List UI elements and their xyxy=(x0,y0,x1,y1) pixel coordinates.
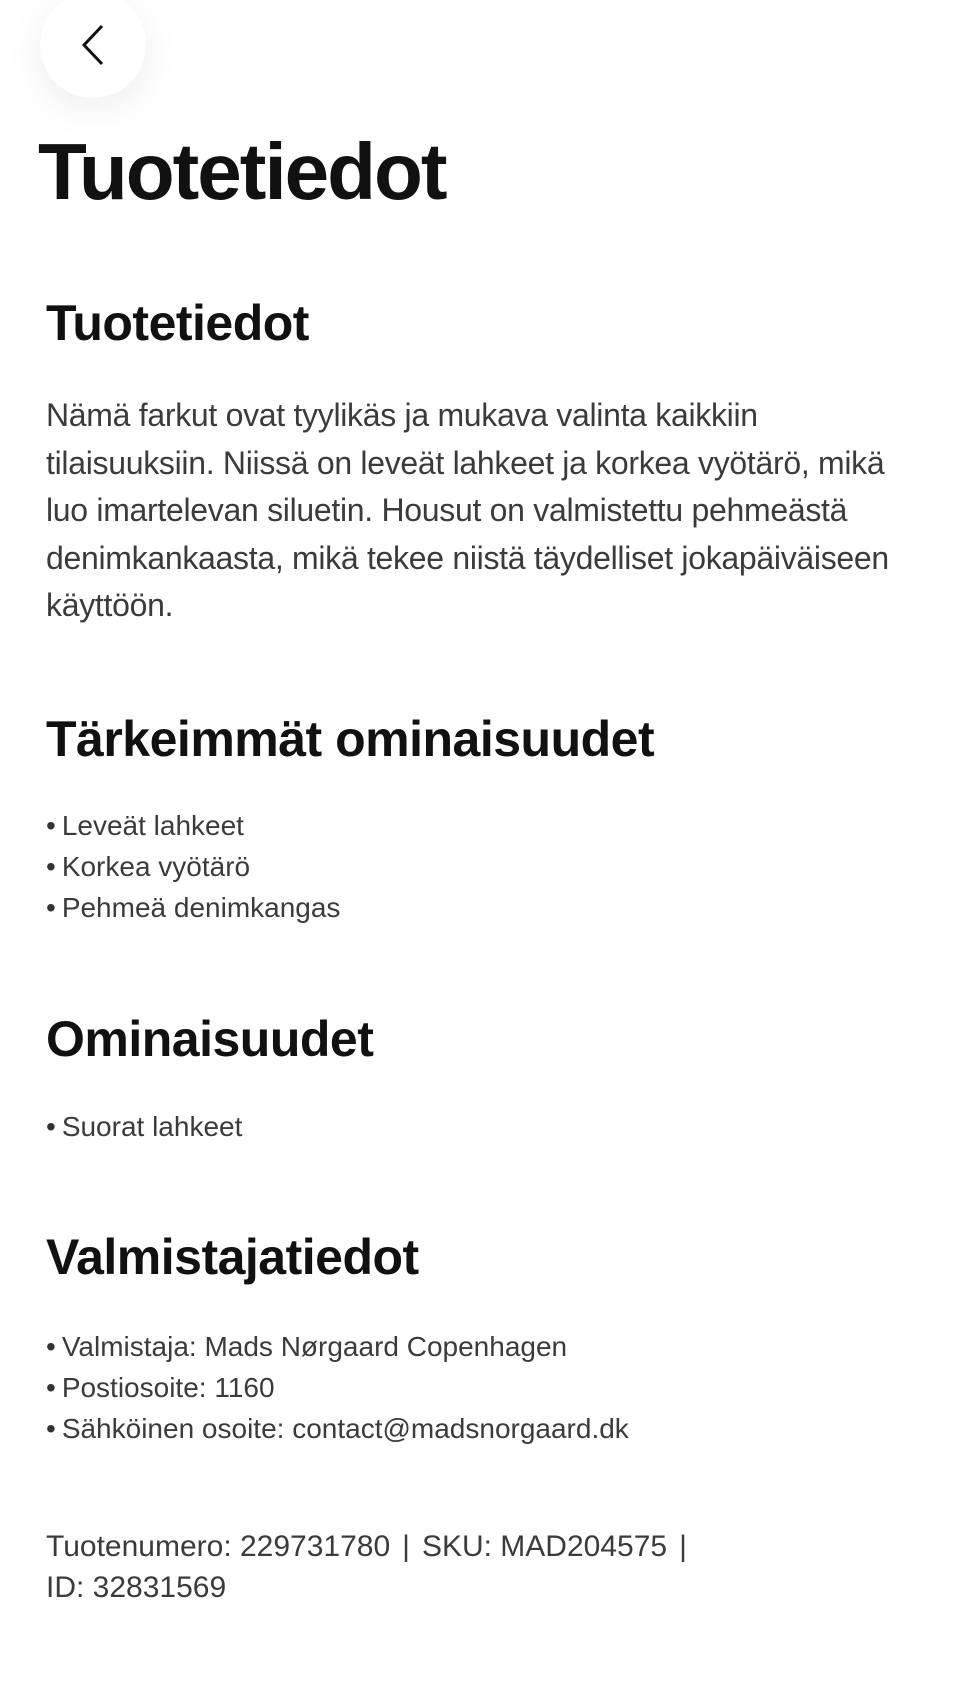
section-heading-key-features: Tärkeimmät ominaisuudet xyxy=(46,711,655,767)
sku: SKU: MAD204575 xyxy=(421,1530,668,1563)
product-number: Tuotenumero: 229731780 xyxy=(46,1530,391,1563)
product-description: Nämä farkut ovat tyylikäs ja mukava valinta kaikkiin tilaisuuksiin. Niissä on leveät lahkeet ja korkea vyötärö, mikä luo imartelevan siluetin. Housut on valmistettu pehmeästä denimkankaasta, mikä tekee niistä täydelliset jokapäiväiseen käyttöön. xyxy=(46,397,889,623)
features-list xyxy=(46,1106,242,1147)
chevron-left-icon xyxy=(78,23,108,67)
back-button[interactable] xyxy=(40,0,146,98)
section-heading-manufacturer: Valmistajatiedot xyxy=(46,1229,419,1285)
section-heading-details: Tuotetiedot xyxy=(46,295,309,351)
list-item: • Pehmeä denimkangas xyxy=(46,887,340,928)
list-item: • Leveät lahkeet xyxy=(46,805,340,846)
product-identifiers xyxy=(46,1526,866,1608)
page-title: Tuotetiedot xyxy=(38,127,446,216)
key-features-list xyxy=(46,805,340,928)
manufacturer-list xyxy=(46,1326,629,1449)
list-item: • Korkea vyötärö xyxy=(46,846,340,887)
section-heading-features: Ominaisuudet xyxy=(46,1011,374,1067)
separator: | xyxy=(679,1530,687,1563)
product-id: ID: 32831569 xyxy=(46,1571,227,1604)
list-item: • Valmistaja: Mads Nørgaard Copenhagen xyxy=(46,1326,629,1367)
list-item: • Suorat lahkeet xyxy=(46,1106,242,1147)
separator: | xyxy=(402,1530,410,1563)
list-item: • Sähköinen osoite: contact@madsnorgaard.dk xyxy=(46,1408,629,1449)
list-item: • Postiosoite: 1160 xyxy=(46,1367,629,1408)
